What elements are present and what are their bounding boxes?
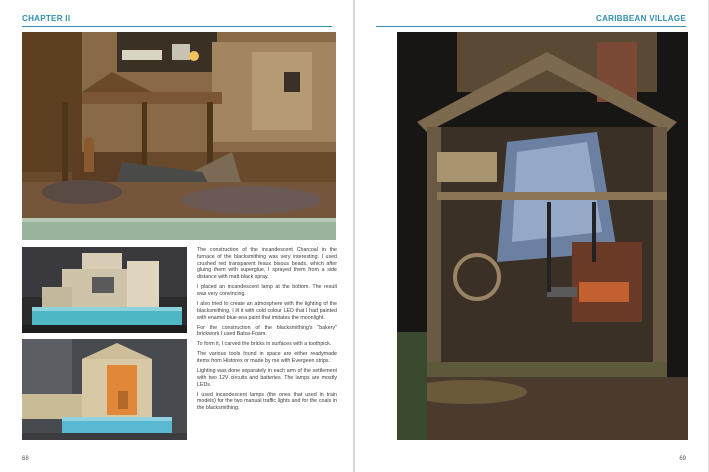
right-page: [355, 0, 708, 472]
blacksmith-workshop-photo: [397, 32, 688, 440]
paragraph: Lighting was done separately in each arm of the settlement with two 12V circuits and batteries. The lamps are mostly LEDs.: [197, 368, 337, 388]
wip-construction-photo: [22, 247, 187, 333]
paragraph: To form it, I carved the bricks in surfaces with a toothpick.: [197, 341, 332, 348]
article-body: [197, 247, 337, 415]
wip-interior-photo: [22, 339, 187, 440]
header-rule: [22, 26, 332, 27]
page-number: 68: [22, 456, 29, 462]
paragraph: I placed an incandescent lamp at the bottom. The result was very convincing.: [197, 284, 337, 297]
chapter-header: CHAPTER II: [22, 14, 71, 23]
paragraph: The construction of the incandescent Charcoal in the furnace of the blacksmithing was very interesting. I used crushed red transparent feaux bisous beads, which after gluing them with superglue, I sprayed them from a side distance with matt black spray.: [197, 247, 337, 281]
page-number: 69: [679, 456, 686, 462]
paragraph: For the construction of the blacksmithing's "bakery" brickwork I used Balsa-Foam.: [197, 324, 337, 338]
section-header: CARIBBEAN VILLAGE: [596, 14, 686, 23]
paragraph: I also tried to create an atmosphere with the lighting of the blacksmithing. I lit it with cold colour LED that I had painted with enamel blue-sea paint that imitates the moonlight.: [197, 300, 337, 321]
paragraph: I used incandescent lamps (the ones that used in train models) for the two manual traffic lights and for the coals in the blacksmithing.: [197, 391, 337, 412]
paragraph: The various tools found in space are either readymade items from Historex or made by me with Evergeen strips.: [197, 351, 337, 365]
left-page: [0, 0, 353, 472]
village-diorama-photo: [22, 32, 336, 240]
header-rule: [376, 26, 686, 27]
